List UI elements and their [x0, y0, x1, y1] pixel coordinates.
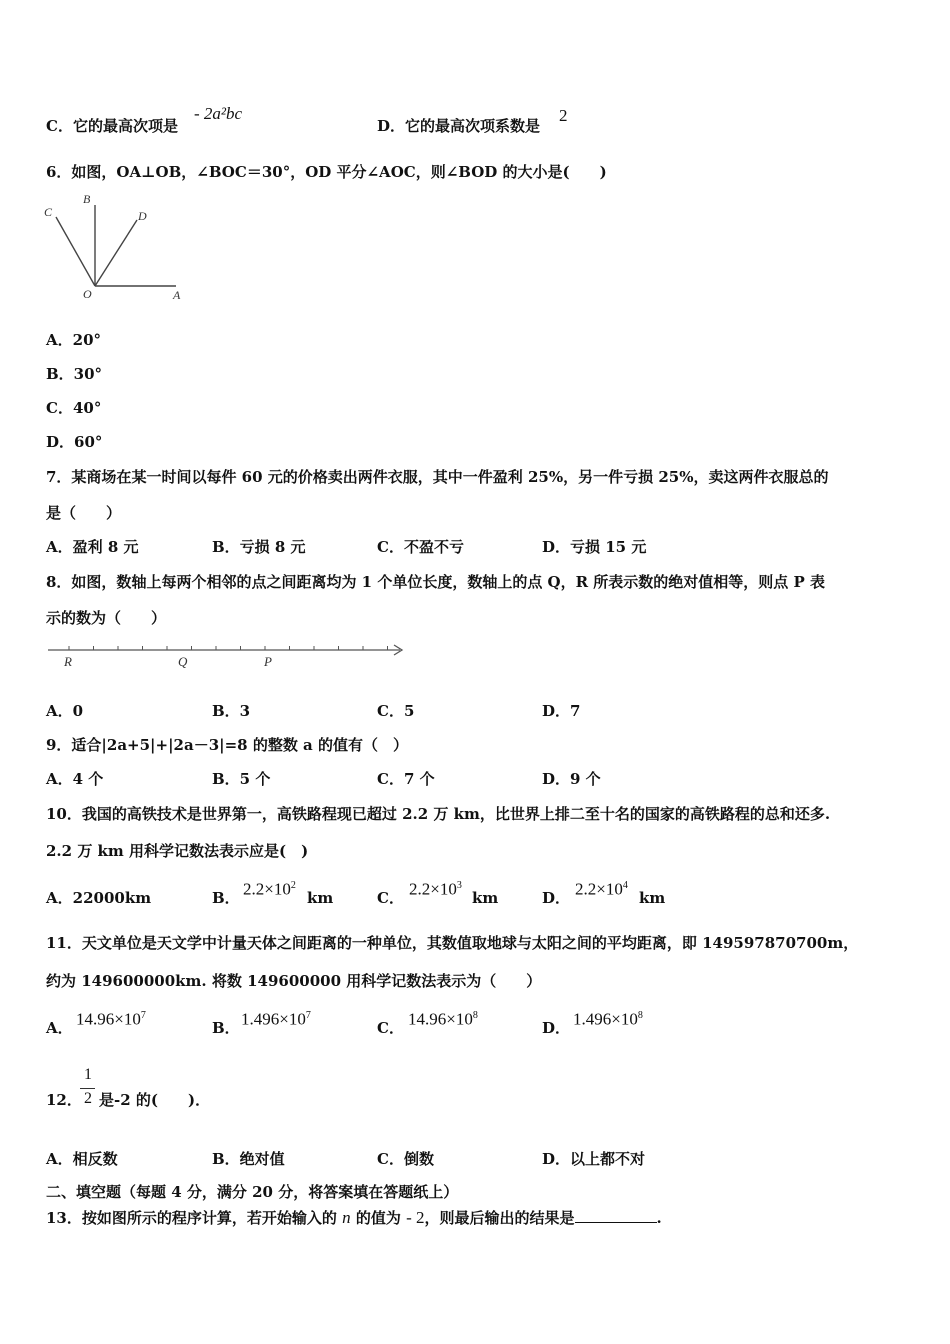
- label-d: D: [138, 209, 147, 223]
- q5-option-d-expr: 2: [559, 106, 568, 125]
- q13-answer-blank[interactable]: [575, 1208, 657, 1223]
- q11-stem-line1: 11．天文单位是天文学中计量天体之间距离的一种单位，其数值取地球与太阳之间的平均距离，即 149597870700m，: [46, 934, 859, 952]
- q6-option-c: C．40°: [46, 399, 102, 417]
- q12-fraction-denominator: 2: [84, 1090, 92, 1107]
- q12-fraction-numerator: 1: [84, 1066, 92, 1083]
- q9-option-d: D．9 个: [542, 770, 601, 788]
- q10-option-d-expr: $2.2\times 10^4$: [575, 879, 628, 899]
- q11-option-c-expr: $14.96\times 10^8$: [408, 1009, 478, 1029]
- q10-stem-line2: 2.2 万 km 用科学记数法表示应是( ): [46, 842, 309, 860]
- axis-label-q: Q: [178, 654, 188, 669]
- q10-option-c-expr: $2.2\times 10^3$: [409, 879, 462, 899]
- q11-option-a-expr: $14.96\times 10^7$: [76, 1009, 146, 1029]
- q8-option-b: B．3: [212, 702, 251, 720]
- q7-option-d: D．亏损 15 元: [542, 538, 647, 556]
- axis-label-p: P: [264, 654, 272, 669]
- q13-stem: 13．按如图所示的程序计算，若开始输入的 n 的值为 - 2，则最后输出的结果是 .: [46, 1208, 662, 1227]
- q6-option-d: D．60°: [46, 433, 103, 451]
- q10-option-d-unit: km: [639, 889, 666, 907]
- section2-heading: 二、填空题（每题 4 分，满分 20 分，将答案填在答题纸上）: [46, 1183, 459, 1201]
- label-o: O: [83, 287, 92, 301]
- q7-stem-line1: 7．某商场在某一时间以每件 60 元的价格卖出两件衣服，其中一件盈利 25%，另一件亏损 25%，卖这两件衣服总的: [46, 468, 829, 486]
- q9-option-b: B．5 个: [212, 770, 271, 788]
- q5-option-d: D．它的最高次项系数是: [377, 117, 541, 135]
- q10-option-b-label: B．: [212, 889, 240, 907]
- q10-stem-line1: 10．我国的高铁技术是世界第一，高铁路程现已超过 2.2 万 km，比世界上排二至十名的国家的高铁路程的总和还多.: [46, 805, 831, 823]
- q6-stem: 6．如图，OA⊥OB，∠BOC＝30°，OD 平分∠AOC，则∠BOD 的大小是( ): [46, 163, 607, 181]
- q12-stem-rest: 是-2 的( )．: [99, 1091, 211, 1109]
- q11-option-d-label: D．: [542, 1019, 571, 1037]
- q9-option-c: C．7 个: [377, 770, 435, 788]
- q12-option-c: C．倒数: [377, 1150, 434, 1168]
- q10-option-b-expr: $2.2\times 10^2$: [243, 879, 296, 899]
- q5-option-c: C．它的最高次项是: [46, 117, 178, 135]
- q13-value: - 2: [406, 1208, 425, 1227]
- ray-oc: [56, 217, 95, 286]
- q9-option-a: A．4 个: [46, 770, 104, 788]
- q8-option-c: C．5: [377, 702, 415, 720]
- q7-option-a: A．盈利 8 元: [46, 538, 139, 556]
- q7-stem-line2: 是（ ）: [46, 504, 122, 522]
- q11-stem-line2: 约为 149600000km. 将数 149600000 用科学记数法表示为（ ）: [46, 972, 542, 990]
- q6-option-a: A．20°: [46, 331, 102, 349]
- q12-option-a: A．相反数: [46, 1150, 118, 1168]
- q10-option-b-unit: km: [307, 889, 334, 907]
- q12-number: 12．: [46, 1091, 82, 1109]
- q11-option-d-expr: $1.496\times 10^8$: [573, 1009, 643, 1029]
- axis-label-r: R: [64, 654, 72, 669]
- q7-option-c: C．不盈不亏: [377, 538, 464, 556]
- q8-stem-line1: 8．如图，数轴上每两个相邻的点之间距离均为 1 个单位长度，数轴上的点 Q，R 所表示数的绝对值相等，则点 P 表: [46, 573, 826, 591]
- q7-option-b: B．亏损 8 元: [212, 538, 306, 556]
- q6-option-b: B．30°: [46, 365, 103, 383]
- q10-option-c-unit: km: [472, 889, 499, 907]
- q9-stem: 9．适合|2a+5|+|2a－3|=8 的整数 a 的值有（ ）: [46, 736, 408, 754]
- q12-option-d: D．以上都不对: [542, 1150, 646, 1168]
- q12-fraction-bar: [80, 1088, 95, 1089]
- q8-option-a: A．0: [46, 702, 84, 720]
- q10-option-c-label: C．: [377, 889, 404, 907]
- q10-option-a: A．22000km: [46, 889, 152, 907]
- q11-option-b-label: B．: [212, 1019, 240, 1037]
- label-a: A: [173, 288, 181, 302]
- q6-angle-figure: [40, 192, 190, 304]
- q11-option-c-label: C．: [377, 1019, 404, 1037]
- q5-option-c-expr: - 2a²bc: [194, 104, 243, 123]
- q12-option-b: B．绝对值: [212, 1150, 285, 1168]
- q11-option-b-expr: $1.496\times 10^7$: [241, 1009, 311, 1029]
- q8-option-d: D．7: [542, 702, 581, 720]
- q13-var: n: [342, 1208, 351, 1227]
- ray-od: [95, 220, 137, 286]
- q10-option-d-label: D．: [542, 889, 571, 907]
- label-b: B: [83, 192, 91, 206]
- q8-stem-line2: 示的数为（ ）: [46, 609, 167, 627]
- label-c: C: [44, 205, 53, 219]
- q8-number-line: [44, 638, 410, 676]
- q11-option-a-label: A．: [46, 1019, 73, 1037]
